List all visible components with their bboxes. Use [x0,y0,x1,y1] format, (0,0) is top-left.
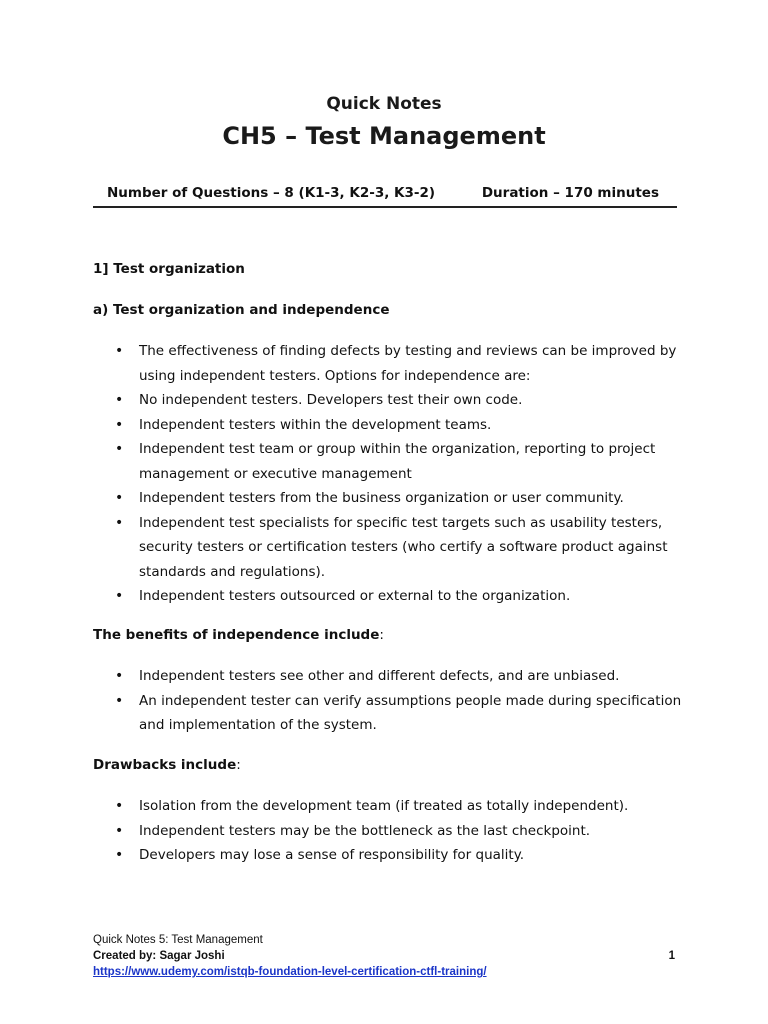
exam-duration: Duration – 170 minutes [481,185,659,201]
footer-title: Quick Notes 5: Test Management [93,934,263,946]
question-count: Number of Questions – 8 (K1-3, K2-3, K3-2) [107,185,436,201]
list-item: • An independent tester can verify assumptions people made during specification and implementation of the system. [93,689,693,738]
doc-kicker: Quick Notes [326,94,442,114]
course-link[interactable]: https://www.udemy.com/istqb-foundation-level-certification-ctfl-training/ [93,966,487,978]
list-item: • Independent testers from the business organization or user community. [93,486,693,511]
footer-author: Created by: Sagar Joshi [93,950,225,962]
drawbacks-list [93,794,693,868]
exam-meta-bar [93,184,677,208]
list-item: • Isolation from the development team (if treated as totally independent). [93,794,693,819]
list-item: • Independent test team or group within the organization, reporting to project management or executive management [93,437,693,486]
list-item: • Independent test specialists for specific test targets such as usability testers, security testers or certification testers (who certify a software product against standards and regulations). [93,511,693,585]
drawbacks-heading: Drawbacks include: [93,757,241,773]
benefits-heading: The benefits of independence include: [93,627,384,643]
page-footer [93,932,677,980]
page-number: 1 [668,950,675,962]
list-item: • Independent testers may be the bottleneck as the last checkpoint. [93,819,693,844]
independence-options-list [93,339,693,609]
list-item: • No independent testers. Developers test their own code. [93,388,693,413]
list-item: • Developers may lose a sense of responsibility for quality. [93,843,693,868]
list-item: • The effectiveness of finding defects by testing and reviews can be improved by using independent testers. Options for independence are: [93,339,693,388]
doc-title: CH5 – Test Management [222,122,546,150]
list-item: • Independent testers within the development teams. [93,413,693,438]
list-item: • Independent testers see other and different defects, and are unbiased. [93,664,693,689]
benefits-list [93,664,693,738]
sub-heading: a) Test organization and independence [93,302,390,318]
list-item: • Independent testers outsourced or external to the organization. [93,584,693,609]
section-heading: 1] Test organization [93,261,245,277]
